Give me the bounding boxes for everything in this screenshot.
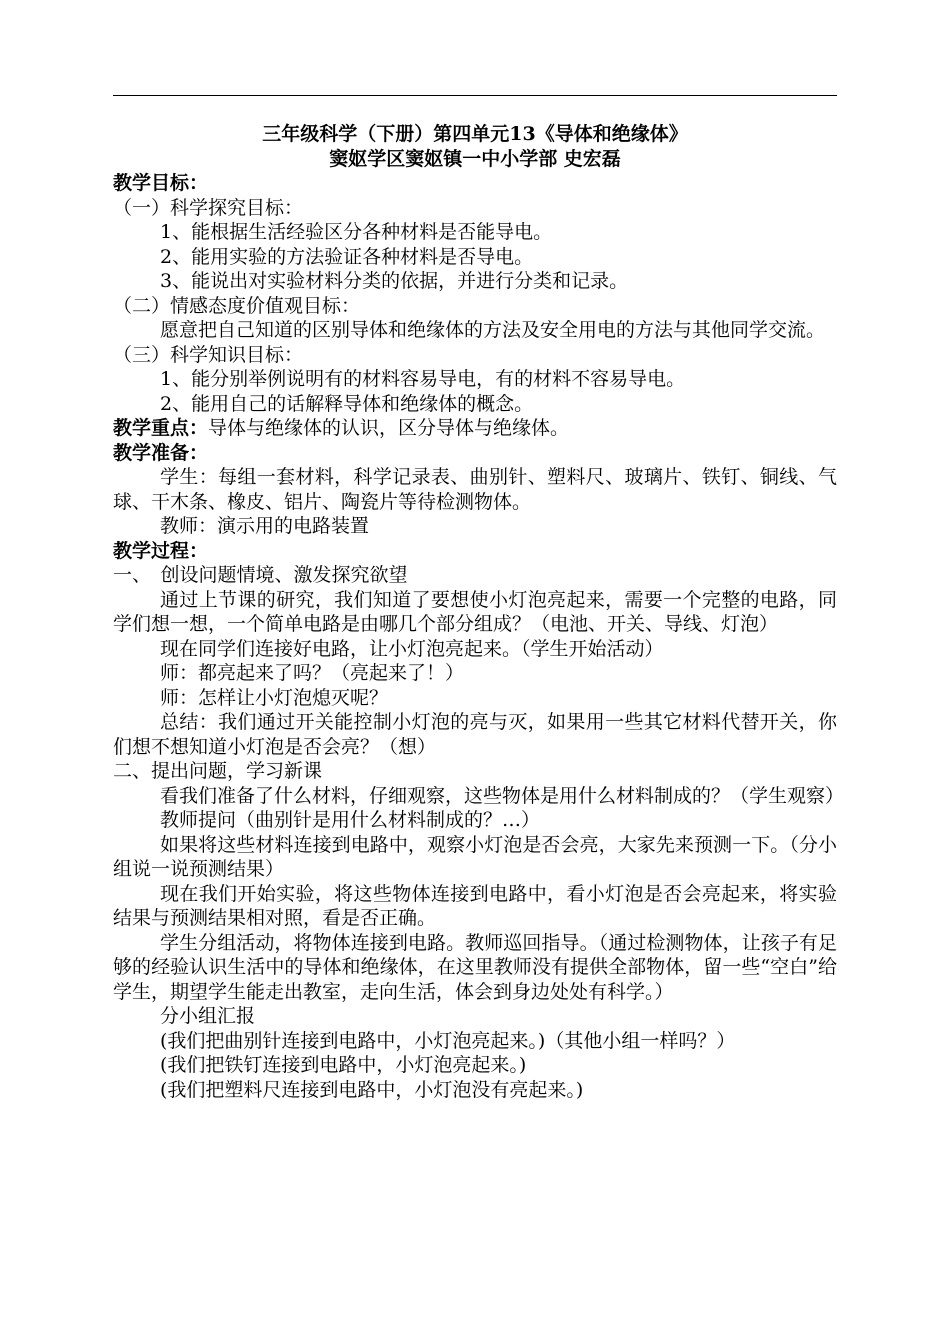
document-body (113, 122, 845, 1102)
inquiry-objective-3: 3、能说出对实验材料分类的依据，并进行分类和记录。 (160, 270, 629, 292)
process-heading: 教学过程： (113, 539, 209, 562)
section-1-title: 一、 创设问题情境、激发探究欲望 (113, 564, 408, 586)
header-rule (113, 95, 837, 96)
section-2-paragraph: 学生分组活动，将物体连接到电路。教师巡回指导。（通过检测物体，让孩子有足够的经验认识生活中的导体和绝缘体，在这里教师没有提供全部物体，留一些“空白”给学生，期望学生能走出教室，走向生活，体会到身边处处有科学。） (113, 931, 837, 1003)
teaching-focus-text: 导体与绝缘体的认识，区分导体与绝缘体。 (208, 417, 570, 439)
attitude-objective-text: 愿意把自己知道的区别导体和绝缘体的方法及安全用电的方法与其他同学交流。 (160, 319, 826, 341)
section-2-paragraph: (我们把铁钉连接到电路中，小灯泡亮起来。) (160, 1054, 527, 1076)
section-1-paragraph: 师：怎样让小灯泡熄灭呢？ (160, 686, 389, 709)
section-2-title: 二、提出问题，学习新课 (113, 760, 323, 782)
knowledge-objective-2: 2、能用自己的话解释导体和绝缘体的概念。 (160, 392, 534, 415)
section-2-paragraph: 看我们准备了什么材料，仔细观察，这些物体是用什么材料制成的？（学生观察） (160, 784, 845, 807)
section-2-paragraph: 现在我们开始实验，将这些物体连接到电路中，看小灯泡是否会亮起来，将实验结果与预测结果相对照，看是否正确。 (113, 882, 837, 929)
objectives-heading: 教学目标： (113, 172, 209, 194)
preparation-heading: 教学准备： (113, 441, 209, 464)
knowledge-objective-1: 1、能分别举例说明有的材料容易导电，有的材料不容易导电。 (160, 368, 686, 390)
teaching-focus-label: 教学重点： (113, 417, 209, 439)
section-2-paragraph: (我们把塑料尺连接到电路中，小灯泡没有亮起来。) (160, 1078, 584, 1101)
section-1-paragraph: 现在同学们连接好电路，让小灯泡亮起来。（学生开始活动） (160, 637, 664, 660)
teaching-focus (113, 416, 837, 441)
section-2-paragraph: (我们把曲别针连接到电路中，小灯泡亮起来。)（其他小组一样吗？） (160, 1029, 736, 1052)
knowledge-objectives-heading: （三）科学知识目标： (113, 343, 304, 366)
section-1-paragraph: 总结：我们通过开关能控制小灯泡的亮与灭，如果用一些其它材料代替开关，你们想不想知道小灯泡是否会亮？（想） (113, 711, 837, 758)
section-1-paragraph: 师：都亮起来了吗？（亮起来了！） (160, 662, 465, 684)
inquiry-objective-2: 2、能用实验的方法验证各种材料是否导电。 (160, 245, 534, 268)
inquiry-objective-1: 1、能根据生活经验区分各种材料是否能导电。 (160, 221, 553, 243)
section-1-paragraph: 通过上节课的研究，我们知道了要想使小灯泡亮起来，需要一个完整的电路，同学们想一想，一个简单电路是由哪几个部分组成？（电池、开关、导线、灯泡） (113, 588, 837, 635)
inquiry-objectives-heading: （一）科学探究目标： (113, 196, 304, 219)
section-2-paragraph: 分小组汇报 (160, 1005, 256, 1027)
preparation-students: 学生：每组一套材料，科学记录表、曲别针、塑料尺、玻璃片、铁钉、铜线、气球、干木条、橡皮、铝片、陶瓷片等待检测物体。 (113, 466, 837, 513)
attitude-objectives-heading: （二）情感态度价值观目标： (113, 294, 361, 317)
author-line: 窦妪学区窦妪镇一中小学部 史宏磊 (329, 147, 621, 170)
document-title: 三年级科学（下册）第四单元13《导体和绝缘体》 (262, 123, 688, 145)
preparation-teacher: 教师：演示用的电路装置 (160, 515, 370, 537)
section-2-paragraph: 如果将这些材料连接到电路中，观察小灯泡是否会亮，大家先来预测一下。（分小组说一说预测结果） (113, 833, 837, 880)
section-2-paragraph: 教师提问（曲别针是用什么材料制成的？…） (160, 809, 541, 831)
